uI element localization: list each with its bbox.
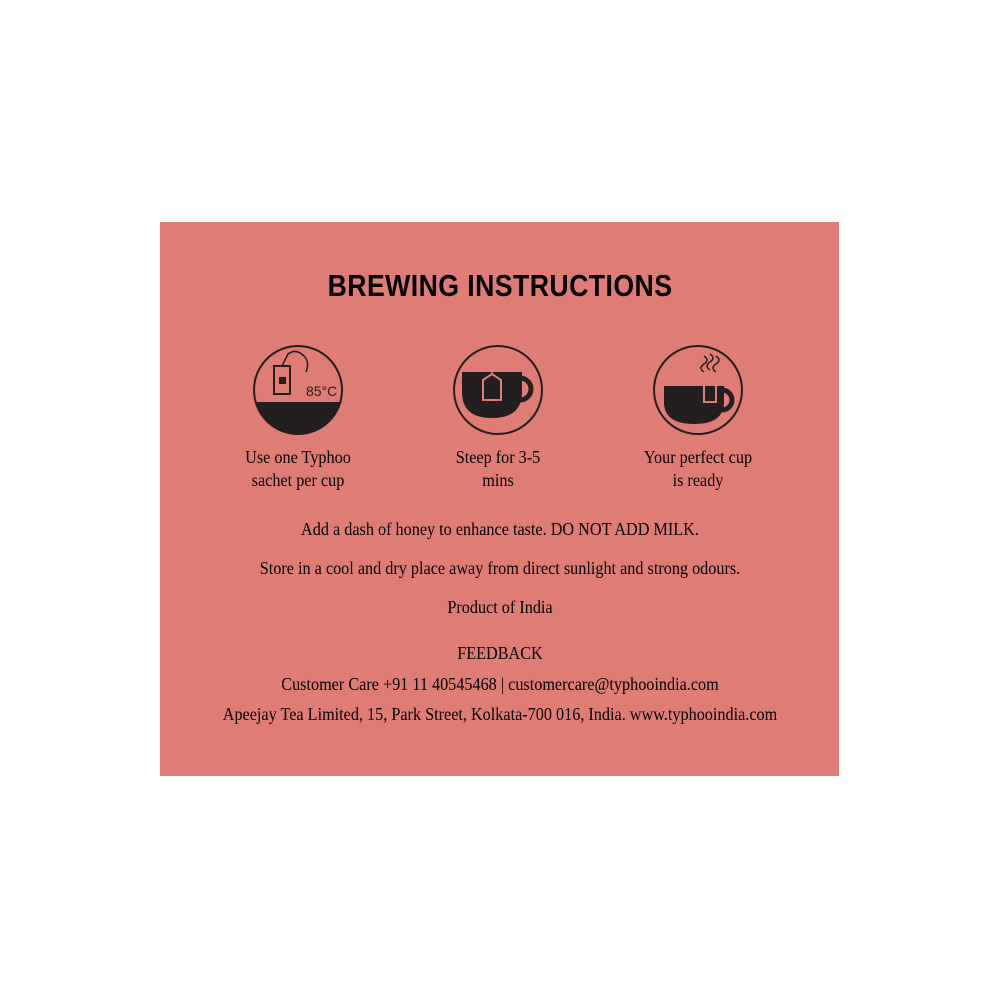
- step-caption: Use one Typhoo sachet per cup: [245, 447, 351, 490]
- step-steep: [398, 344, 598, 492]
- origin-note: Product of India: [447, 597, 553, 617]
- page-title: BREWING INSTRUCTIONS: [327, 268, 673, 303]
- storage-note: Store in a cool and dry place away from direct sunlight and strong odours.: [259, 558, 741, 578]
- customer-care-line: Customer Care +91 11 40545468 | customercare@typhooindia.com: [281, 674, 719, 694]
- address-line: Apeejay Tea Limited, 15, Park Street, Kolkata-700 016, India. www.typhooindia.com: [222, 704, 778, 724]
- step-ready: [598, 344, 798, 492]
- cup-with-teabag-icon: [452, 344, 544, 436]
- feedback-heading: FEEDBACK: [457, 643, 543, 663]
- step-caption: Steep for 3-5 mins: [455, 447, 541, 490]
- step-caption: Your perfect cup is ready: [643, 447, 753, 490]
- steaming-cup-icon: [652, 344, 744, 436]
- temperature-label: 85°C: [306, 383, 338, 399]
- teabag-temperature-icon: [252, 344, 344, 436]
- honey-note: Add a dash of honey to enhance taste. DO NOT ADD MILK.: [301, 519, 699, 539]
- step-use-sachet: [198, 344, 398, 492]
